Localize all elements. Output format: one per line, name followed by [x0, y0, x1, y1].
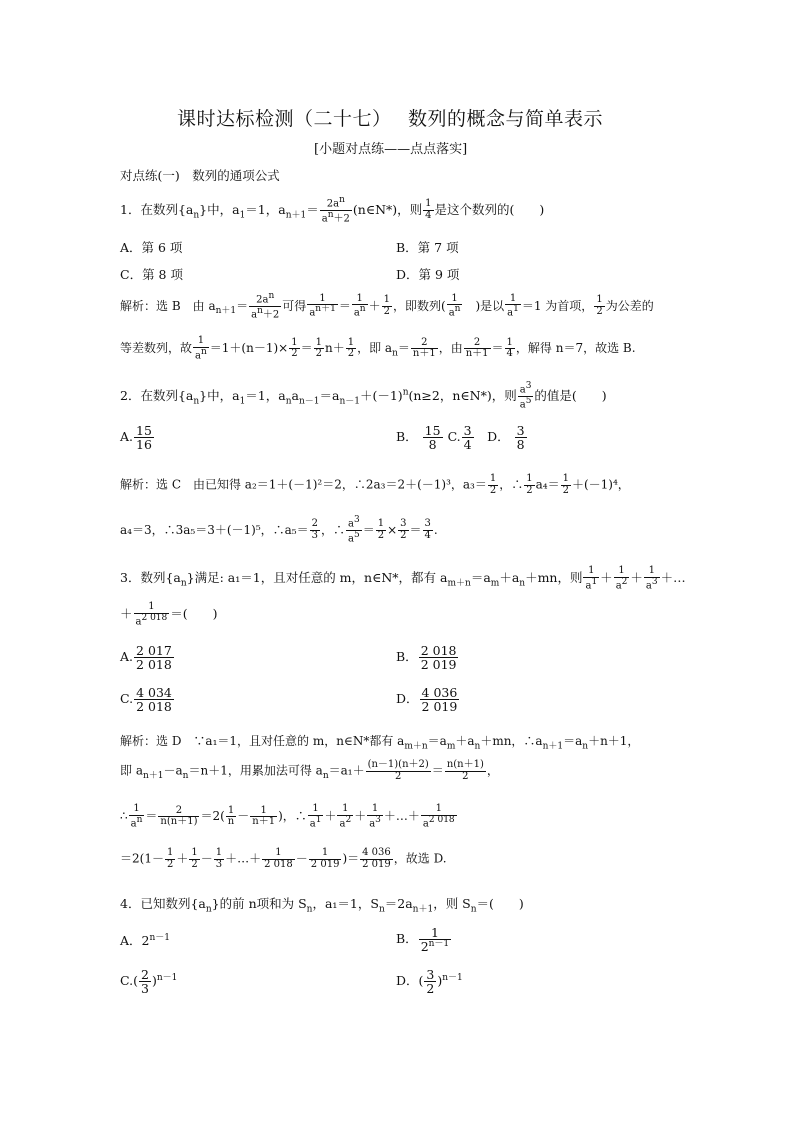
q4-option-b[interactable]: B． $\frac{1}{2^{n-1}}$ [396, 925, 450, 955]
q3-option-b[interactable]: B． $\frac{2 018}{2 019}$ [396, 643, 457, 673]
q4-option-a[interactable]: A．$2^{n-1}$ [120, 933, 171, 949]
page-title: 课时达标检测（二十七） 数列的概念与简单表示 [177, 108, 604, 130]
page-subtitle: [小题对点练——点点落实] [314, 142, 468, 157]
q1-solution-line1: 解析：选 B 由 $a_{n+1}=$ $\frac{2a^n}{a^n+2}$ 可得 $\frac{1}{a^{n+1}}$ ＝ $\frac{1}{a^n}$ ＋ $\frac{1}{2}$ ，即数列( $\frac{1}{a^n}$ )是以 $\frac{1}{a^1}$ ＝1 为首项， $\frac{1}{2}$ 为公差的 [120, 291, 654, 321]
q4-option-c[interactable]: C.( $\frac{2}{3}$ )$^{n-1}$ [120, 967, 178, 997]
q1-option-c[interactable]: C．第 8 项 [120, 267, 183, 282]
q1-option-a[interactable]: A．第 6 项 [120, 240, 183, 255]
q3-solution-line2: 即 $a_{n+1}-a_n=n+1$，用累加法可得 $a_n=a_1+$ $\frac{(n-1)(n+2)}{2}$ ＝ $\frac{n(n+1)}{2}$ ， [120, 759, 499, 782]
question-3-stem-line2: ＋ $\frac{1}{a^{2 018}}$ ＝( ) [120, 601, 218, 627]
q1-option-d[interactable]: D．第 9 项 [396, 267, 460, 282]
q1-solution-line2: 等差数列，故 $\frac{1}{a^n}$ ＝1＋(n－1)× $\frac{1}{2}$ ＝ $\frac{1}{2}$ n＋ $\frac{1}{2}$ ，即 $a_n=$ $\frac{2}{n+1}$ ，由 $\frac{2}{n+1}$ ＝ $\frac{1}{4}$ ，解得 n＝7，故选 B. [120, 335, 636, 361]
q2-option-b[interactable]: B． $\frac{15}{8}$ C. $\frac{3}{4}$ D． $\frac{3}{8}$ [396, 423, 525, 453]
q2-option-a[interactable]: A. $\frac{15}{16}$ [120, 423, 152, 453]
q4-option-d[interactable]: D．( $\frac{3}{2}$ )$^{n-1}$ [396, 967, 463, 997]
q3-option-d[interactable]: D． $\frac{4 036}{2 019}$ [396, 685, 458, 715]
q2-solution-line2: a₄＝3，∴3a₅＝3＋(－1)⁵，∴a₅＝ $\frac{2}{3}$ ，∴ $\frac{a^3}{a^5}$ ＝ $\frac{1}{2}$ × $\frac{3}{2}$ ＝ $\frac{3}{4}$ . [120, 515, 438, 545]
q3-option-c[interactable]: C. $\frac{4 034}{2 018}$ [120, 685, 172, 715]
q1-option-b[interactable]: B．第 7 项 [396, 240, 459, 255]
section-heading: 对点练(一) 数列的通项公式 [120, 168, 280, 183]
q2-solution-line1: 解析：选 C 由已知得 a₂＝1＋(－1)²＝2，∴2a₃＝2＋(－1)³，a₃＝ $\frac{1}{2}$ ，∴ $\frac{1}{2}$ a₄＝ $\frac{1}{2}$ ＋(－1)⁴， [120, 473, 630, 496]
q3-option-a[interactable]: A. $\frac{2 017}{2 018}$ [120, 643, 172, 673]
q3-solution-line3: ∴ $\frac{1}{a^n}$ ＝ $\frac{2}{n(n+1)}$ ＝2( $\frac{1}{n}$ － $\frac{1}{n+1}$ )，∴ $\frac{1}{a^1}$ ＋ $\frac{1}{a^2}$ ＋ $\frac{1}{a^3}$ ＋…＋ $\frac{1}{a^{2 018}}$ [120, 803, 455, 829]
q3-solution-line1: 解析：选 D ∵a₁＝1，且对任意的 m，n∈N*都有 $a_{m+n}=a_m+a_n+mn$，$\therefore a_{n+1}=a_n+n+1$， [120, 734, 640, 752]
question-3-stem: 3．数列$\{a_n\}$满足: a₁＝1，且对任意的 m，n∈N*，都有 $a_{m+n}=a_m+a_n+mn$，则 $\frac{1}{a^1}$ ＋ $\frac{1}{a^2}$ ＋ $\frac{1}{a^3}$ ＋… [120, 565, 686, 591]
question-2-stem: 2．在数列$\{a_n\}$中，$a_1=1$，$a_na_{n-1}=a_{n-1}+(-1)^n(n\ge 2$，n∈N*)，则 $\frac{a^3}{a^5}$ 的值是( ) [120, 381, 607, 411]
question-4-stem: 4．已知数列$\{a_n\}$的前 n项和为 $S_n$，a₁＝1，$S_n=2a_{n+1}$，则 $S_n=$( ) [120, 896, 524, 915]
q3-solution-line4: ＝2(1－ $\frac{1}{2}$ ＋ $\frac{1}{2}$ － $\frac{1}{3}$ ＋…＋ $\frac{1}{2 018}$ － $\frac{1}{2 019}$ )＝ $\frac{4 036}{2 019}$ ，故选 D. [120, 847, 447, 870]
question-1-stem: 1．在数列$\{a_n\}$中，$a_1=1$，$a_{n+1}=$ $\frac{2a^n}{a^n+2}$ (n∈N*)，则 $\frac{1}{4}$ 是这个数列的( ) [120, 195, 545, 225]
